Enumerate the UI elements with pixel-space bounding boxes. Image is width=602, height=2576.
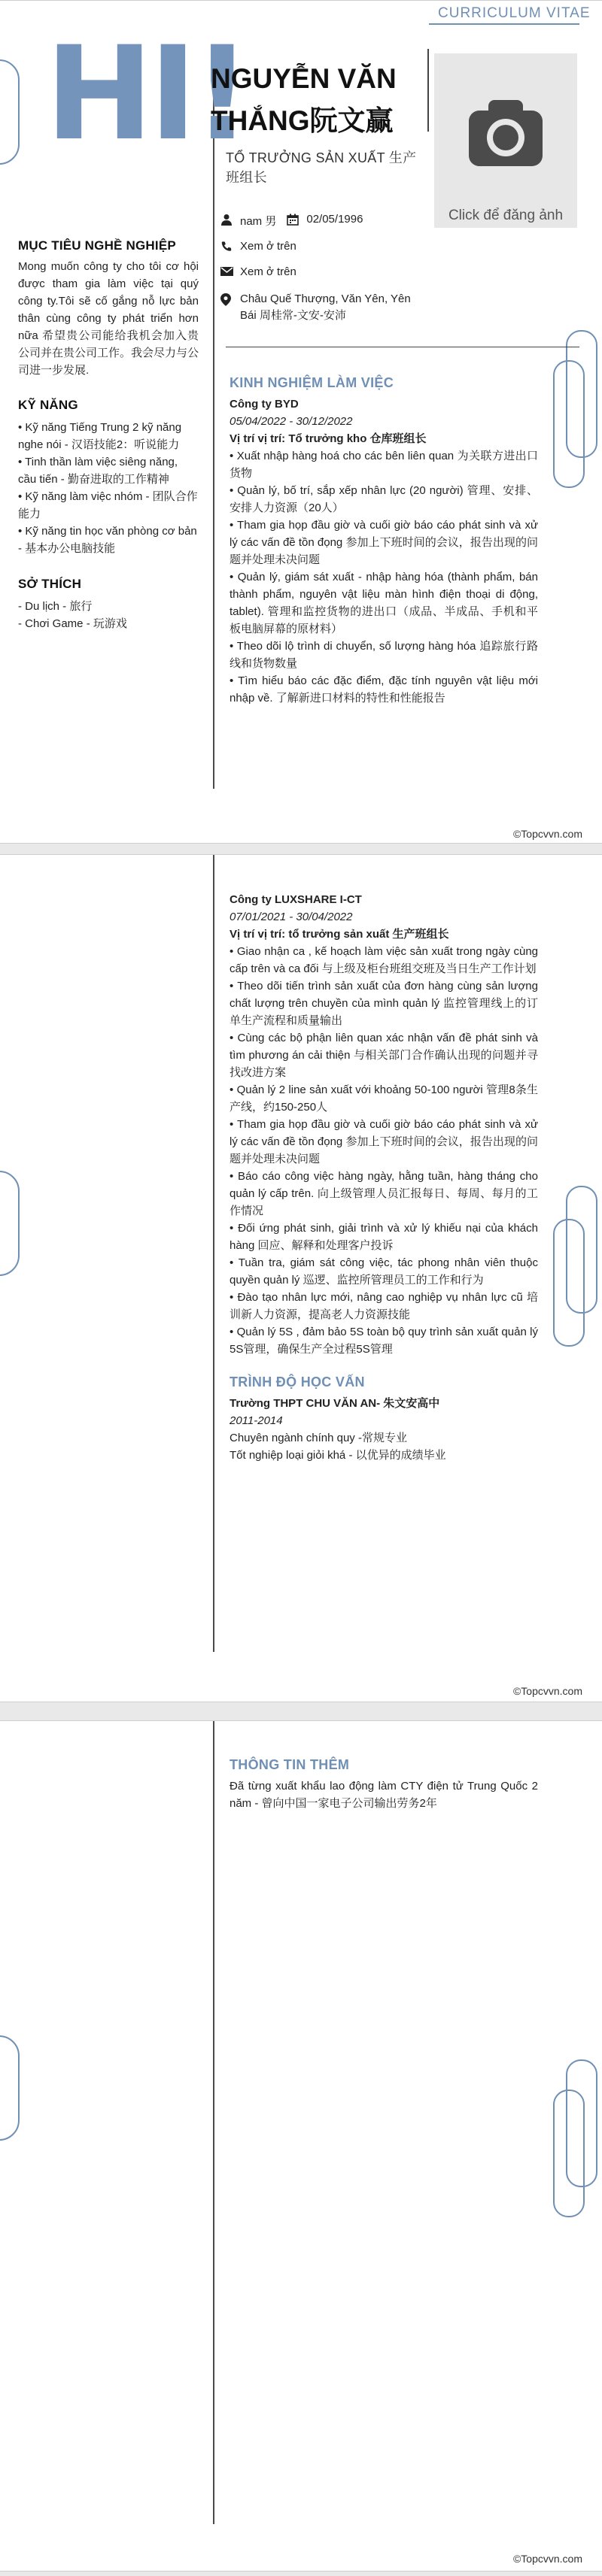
job-bullet: • Xuất nhập hàng hoá cho các bên liên quan 为关联方进出口货物 [230, 450, 538, 480]
education-period: 2011-2014 [230, 1414, 283, 1427]
greeting-hi: HI! [45, 18, 248, 169]
education-heading: TRÌNH ĐỘ HỌC VẤN [230, 1374, 365, 1390]
decorative-bracket-right [553, 2090, 585, 2217]
envelope-icon [220, 266, 240, 277]
job-bullet: • Quản lý, bố trí, sắp xếp nhân lực (20 người) 管理、安排、安排人力资源（20人） [230, 484, 538, 514]
gender-value: nam 男 [240, 215, 277, 228]
hobbies-heading: SỞ THÍCH [18, 577, 82, 591]
decorative-bracket-right [553, 1219, 585, 1347]
cv-page-2 [0, 854, 602, 1702]
experience-job-2 [230, 891, 538, 1464]
job-bullet: • Cùng các bộ phận liên quan xác nhận vấn đề phát sinh và tìm phương án cải thiện 与相关部门合作确认出现的问题并寻找改进方案 [230, 1032, 538, 1079]
objective-section [18, 238, 199, 379]
vertical-divider [213, 855, 214, 1652]
job-bullet: • Đối ứng phát sinh, giải trình và xử lý khiếu nại của khách hàng 回应、解释和处理客户投诉 [230, 1222, 538, 1252]
school-name: Trường THPT CHU VĂN AN- 朱文安高中 [230, 1397, 440, 1410]
footer-watermark: ©Topcvvn.com [512, 2553, 582, 2565]
photo-upload[interactable] [434, 53, 577, 228]
address-line1: Châu Quế Thượng, Văn Yên, Yên [240, 292, 411, 305]
experience-heading: KINH NGHIỆM LÀM VIỆC [230, 375, 394, 390]
decorative-bracket-left [0, 1171, 20, 1276]
location-pin-icon [220, 293, 240, 306]
job-bullet: • Theo dõi lộ trình di chuyển, số lượng hàng hóa 追踪旅行路线和货物数量 [230, 640, 538, 670]
contact-phone [220, 240, 296, 253]
phone-value: Xem ở trên [240, 240, 296, 253]
skill-item: • Kỹ năng Tiếng Trung 2 kỹ năng nghe nói - 汉语技能2：听说能力 [18, 421, 182, 451]
job-bullet: • Tuần tra, giám sát công việc, tác phong nhân viên thuộc quyền quản lý 巡逻、监控所管理员工的工作和行为 [230, 1256, 538, 1286]
person-icon [220, 214, 240, 226]
footer-watermark: ©Topcvvn.com [512, 828, 582, 840]
hobby-item: - Du lịch - 旅行 [18, 600, 93, 613]
job-bullet: • Quản lý 2 line sản xuất với khoảng 50-100 người 管理8条生产线，约150-250人 [230, 1083, 538, 1114]
additional-info-section [230, 1757, 538, 1812]
phone-icon [220, 241, 240, 253]
dob-value: 02/05/1996 [306, 213, 363, 226]
job-bullet: • Quản lý 5S , đảm bảo 5S toàn bộ quy trình sản xuất quản lý 5S管理，确保生产全过程5S管理 [230, 1326, 538, 1356]
education-graduation: Tốt nghiệp loại giỏi khá - 以优异的成绩毕业 [230, 1449, 446, 1462]
contact-email [220, 265, 296, 278]
skill-item: • Tinh thần làm việc siêng năng, cầu tiến - 勤奋进取的工作精神 [18, 456, 178, 486]
candidate-name [211, 58, 429, 142]
experience-section [230, 375, 538, 707]
cv-page-3 [0, 1720, 602, 2571]
cv-label-underline [429, 23, 579, 25]
skills-heading: KỸ NĂNG [18, 398, 78, 412]
decorative-bracket-left [0, 2035, 20, 2141]
job-period: 05/04/2022 - 30/12/2022 [230, 415, 353, 428]
objective-heading: MỤC TIÊU NGHỀ NGHIỆP [18, 238, 176, 253]
contact-gender-dob [220, 213, 363, 229]
skill-item: • Kỹ năng tin học văn phòng cơ bản - 基本办公电脑技能 [18, 525, 197, 555]
camera-icon [464, 91, 547, 174]
address-line2: Bái 周桂常-文安-安沛 [240, 309, 346, 322]
job-bullet: • Báo cáo công việc hàng ngày, hằng tuần, hàng tháng cho quản lý cấp trên. 向上级管理人员汇报每日、每周、每月的工作情况 [230, 1170, 538, 1217]
contact-address [220, 291, 411, 324]
hobby-item: - Chơi Game - 玩游戏 [18, 617, 127, 630]
company-name: Công ty BYD [230, 398, 299, 411]
job-bullet: • Theo dõi tiến trình sản xuất của đơn hàng cùng sản lượng chất lượng trên chuyền của mình quản lý 监控管理线上的订单生产流程和质量输出 [230, 980, 538, 1027]
job-position: Vị trí vị trí: tổ trưởng sản xuất 生产班组长 [230, 928, 449, 941]
additional-info-heading: THÔNG TIN THÊM [230, 1757, 350, 1772]
objective-text: Mong muốn công ty cho tôi cơ hội được tham gia làm việc tại quý công ty.Tôi sẽ cố gắng nỗ lực bản thân cùng công ty phát triển hơn nữa 希望贵公司能给我机会加入贵公司并在贵公司工作。我会尽力与公司进一步发展. [18, 260, 199, 377]
job-bullet: • Tìm hiểu báo các đặc điểm, đặc tính nguyên vật liệu mới nhập về. 了解新进口材料的特性和性能报告 [230, 674, 538, 705]
decorative-bracket-right [553, 360, 585, 488]
company-name: Công ty LUXSHARE I-CT [230, 893, 362, 906]
job-bullet: • Tham gia họp đầu giờ và cuối giờ báo cáo phát sinh và xử lý các vấn đề tồn đọng 参加上下班时间的会议，报告出现的问题并处理未决问题 [230, 1118, 538, 1165]
job-period: 07/01/2021 - 30/04/2022 [230, 911, 353, 923]
vertical-divider [213, 1721, 214, 2524]
decorative-bracket-left [0, 59, 20, 165]
name-separator [427, 49, 429, 132]
cv-page-1 [0, 0, 602, 844]
email-value: Xem ở trên [240, 265, 296, 278]
job-title: TỔ TRƯỞNG SẢN XUẤT 生产班组长 [226, 150, 417, 185]
calendar-icon [287, 214, 306, 226]
candidate-name-line1: NGUYỄN VĂN [211, 63, 397, 94]
photo-upload-label: Click để đăng ảnh [448, 208, 564, 223]
curriculum-vitae-label: CURRICULUM VITAE [438, 5, 591, 21]
additional-info-text: Đã từng xuất khẩu lao động làm CTY điện tử Trung Quốc 2 năm - 曾向中国一家电子公司输出劳务2年 [230, 1780, 538, 1810]
job-bullet: • Đào tạo nhân lực mới, nâng cao nghiệp vụ nhân lực cũ 培训新人力资源，提高老人力资源技能 [230, 1291, 538, 1321]
footer-watermark: ©Topcvvn.com [512, 1685, 582, 1697]
education-major: Chuyên ngành chính quy -常规专业 [230, 1432, 407, 1444]
skills-section [18, 398, 199, 557]
job-bullet: • Quản lý, giám sát xuất - nhập hàng hóa (thành phẩm, bán thành phẩm, nguyên vật liệu màn hình điện thoại di động, tablet). 管理和监控货物的进出口（成品、半成品、手机和平板电脑屏幕的原材料） [230, 571, 538, 635]
job-bullet: • Tham gia họp đầu giờ và cuối giờ báo cáo phát sinh và xử lý các vấn đề tồn đọng 参加上下班时间的会议，报告出现的问题并处理未决问题 [230, 519, 538, 566]
job-position: Vị trí vị trí: Tổ trưởng kho 仓库班组长 [230, 432, 427, 445]
candidate-name-line2: THẮNG阮文赢 [211, 105, 394, 136]
skill-item: • Kỹ năng làm việc nhóm - 团队合作能力 [18, 490, 198, 520]
job-bullet: • Giao nhận ca , kế hoạch làm việc sản xuất trong ngày cùng cấp trên và ca đối 与上级及柜台班组交班及当日生产工作计划 [230, 945, 538, 975]
hobbies-section [18, 577, 199, 632]
